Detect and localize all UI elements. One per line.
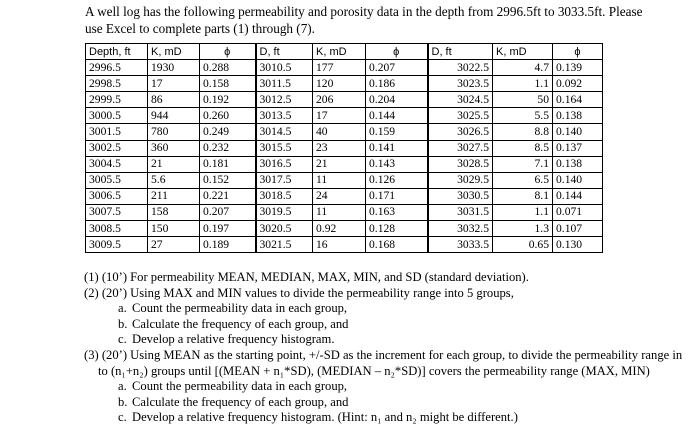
table-cell: 0.139 [553,60,603,76]
table-cell: 360 [148,140,200,156]
table-row [86,60,603,76]
table-row [86,237,603,253]
column-header: D, ft [256,44,313,60]
table-cell: 16 [313,237,366,253]
table-cell: 0.204 [366,92,428,108]
table-cell: 0.171 [366,188,428,204]
table-cell: 17 [313,108,366,124]
table-cell: 3026.5 [428,124,493,140]
table-cell: 5.5 [493,108,553,124]
table-row [86,156,603,172]
table-cell: 0.107 [553,221,603,237]
table-cell: 3028.5 [428,156,493,172]
table-cell: 0.140 [553,172,603,188]
table-cell: 3025.5 [428,108,493,124]
table-row [86,172,603,188]
table-cell: 0.168 [366,237,428,253]
table-cell: 0.186 [366,76,428,92]
table-cell: 0.071 [553,204,603,220]
subitem-label: b. [118,394,128,409]
subitem-text: Develop a relative frequency histogram. [132,332,335,347]
table-cell: 0.126 [366,172,428,188]
table-cell: 3020.5 [256,221,313,237]
table-cell: 0.189 [200,237,256,253]
subitem-label: a. [118,301,127,316]
table-cell: 0.137 [553,140,603,156]
table-cell: 2996.5 [86,60,148,76]
table-cell: 0.143 [366,156,428,172]
table-cell: 0.140 [553,124,603,140]
question-subitem [84,301,684,317]
subitem-text: Calculate the frequency of each group, and [132,316,349,331]
table-cell: 206 [313,92,366,108]
question-text: (3) (20’) Using MEAN as the starting point, +/-SD as the increment for each group, to divide the permeability range in to (n₁+n₂) groups until [(MEAN + n₁*SD), (MEDIAN – n₂*SD)] covers the permeability range (MAX, MIN) [84,347,683,378]
table-cell: 0.221 [200,188,256,204]
table-cell: 4.7 [493,60,553,76]
table-cell: 3006.5 [86,188,148,204]
table-cell: 0.138 [553,108,603,124]
question-item [84,270,684,286]
table-row [86,124,603,140]
table-cell: 0.207 [366,60,428,76]
question-subitem [84,395,684,411]
table-cell: 3027.5 [428,140,493,156]
table-row [86,221,603,237]
subitem-label: c. [118,332,127,347]
table-cell: 1.3 [493,221,553,237]
subitem-text: Count the permeability data in each group, [132,301,348,316]
table-header-row [86,44,603,60]
table-cell: 21 [313,156,366,172]
table-cell: 23 [313,140,366,156]
question-item [84,286,684,348]
subitem-label: a. [118,379,127,394]
table-cell: 0.144 [553,188,603,204]
table-cell: 3018.5 [256,188,313,204]
table-cell: 0.92 [313,221,366,237]
question-list [84,270,684,426]
table-cell: 3010.5 [256,60,313,76]
table-cell: 3007.5 [86,204,148,220]
intro-text: A well log has the following permeability and porosity data in the depth from 2996.5ft to 3033.5ft. Please use Excel to complete parts (1) through (7). [85,4,643,36]
table-cell: 3012.5 [256,92,313,108]
table-cell: 3008.5 [86,221,148,237]
table-cell: 1930 [148,60,200,76]
table-cell: 2999.5 [86,92,148,108]
question-text: (1) (10’) For permeability MEAN, MEDIAN, MAX, MIN, and SD (standard deviation). [84,270,529,284]
column-header: ϕ [553,44,603,60]
table-cell: 6.5 [493,172,553,188]
table-cell: 0.141 [366,140,428,156]
table-cell: 177 [313,60,366,76]
table-cell: 3033.5 [428,237,493,253]
table-cell: 3021.5 [256,237,313,253]
table-cell: 780 [148,124,200,140]
table-cell: 0.128 [366,221,428,237]
table-cell: 120 [313,76,366,92]
table-cell: 0.207 [200,204,256,220]
table-cell: 50 [493,92,553,108]
table-cell: 0.192 [200,92,256,108]
table-cell: 3011.5 [256,76,313,92]
subitem-text: Calculate the frequency of each group, and [132,394,349,409]
table-cell: 0.159 [366,124,428,140]
table-cell: 3014.5 [256,124,313,140]
table-cell: 24 [313,188,366,204]
table-cell: 158 [148,204,200,220]
table-cell: 3031.5 [428,204,493,220]
table-cell: 40 [313,124,366,140]
table-cell: 11 [313,204,366,220]
table-cell: 0.163 [366,204,428,220]
table-cell: 3022.5 [428,60,493,76]
table-cell: 3001.5 [86,124,148,140]
table-cell: 0.260 [200,108,256,124]
table-cell: 11 [313,172,366,188]
table-cell: 0.232 [200,140,256,156]
column-header: K, mD [313,44,366,60]
table-cell: 1.1 [493,76,553,92]
table-row [86,204,603,220]
table-cell: 3004.5 [86,156,148,172]
table-cell: 150 [148,221,200,237]
table-cell: 3013.5 [256,108,313,124]
table-cell: 0.152 [200,172,256,188]
table-cell: 944 [148,108,200,124]
table-cell: 0.144 [366,108,428,124]
data-table-wrapper [85,43,603,253]
question-item [84,348,684,426]
table-cell: 0.164 [553,92,603,108]
subitem-text: Count the permeability data in each group, [132,379,348,394]
table-row [86,108,603,124]
table-cell: 5.6 [148,172,200,188]
table-cell: 0.197 [200,221,256,237]
column-header: D, ft [428,44,493,60]
table-cell: 7.1 [493,156,553,172]
table-cell: 3032.5 [428,221,493,237]
table-cell: 0.65 [493,237,553,253]
table-cell: 0.249 [200,124,256,140]
table-row [86,92,603,108]
column-header: ϕ [366,44,428,60]
question-subitem [84,317,684,333]
table-cell: 0.130 [553,237,603,253]
table-row [86,140,603,156]
table-cell: 3017.5 [256,172,313,188]
table-cell: 0.092 [553,76,603,92]
table-cell: 3015.5 [256,140,313,156]
table-cell: 0.181 [200,156,256,172]
table-cell: 2998.5 [86,76,148,92]
well-log-table [85,43,603,253]
subitem-text: Develop a relative frequency histogram. (Hint: n₁ and n₂ might be different.) [132,410,518,425]
question-text: (2) (20’) Using MAX and MIN values to divide the permeability range into 5 groups, [84,285,514,300]
table-cell: 86 [148,92,200,108]
table-cell: 3016.5 [256,156,313,172]
table-cell: 3019.5 [256,204,313,220]
question-subitem [84,379,684,395]
table-cell: 8.5 [493,140,553,156]
table-cell: 3024.5 [428,92,493,108]
table-cell: 1.1 [493,204,553,220]
column-header: ϕ [200,44,256,60]
table-cell: 0.158 [200,76,256,92]
question-subitem [84,410,684,426]
table-row [86,76,603,92]
table-cell: 0.288 [200,60,256,76]
table-cell: 17 [148,76,200,92]
table-row [86,188,603,204]
table-cell: 3002.5 [86,140,148,156]
table-cell: 3000.5 [86,108,148,124]
table-cell: 27 [148,237,200,253]
table-body [86,60,603,253]
column-header: Depth, ft [86,44,148,60]
table-cell: 8.8 [493,124,553,140]
table-cell: 211 [148,188,200,204]
table-cell: 3023.5 [428,76,493,92]
table-cell: 3009.5 [86,237,148,253]
table-cell: 21 [148,156,200,172]
question-subitem [84,332,684,348]
subitem-label: b. [118,316,128,331]
table-cell: 8.1 [493,188,553,204]
table-cell: 3029.5 [428,172,493,188]
table-cell: 3005.5 [86,172,148,188]
table-cell: 0.138 [553,156,603,172]
column-header: K, mD [493,44,553,60]
column-header: K, mD [148,44,200,60]
table-cell: 3030.5 [428,188,493,204]
subitem-label: c. [118,410,127,425]
